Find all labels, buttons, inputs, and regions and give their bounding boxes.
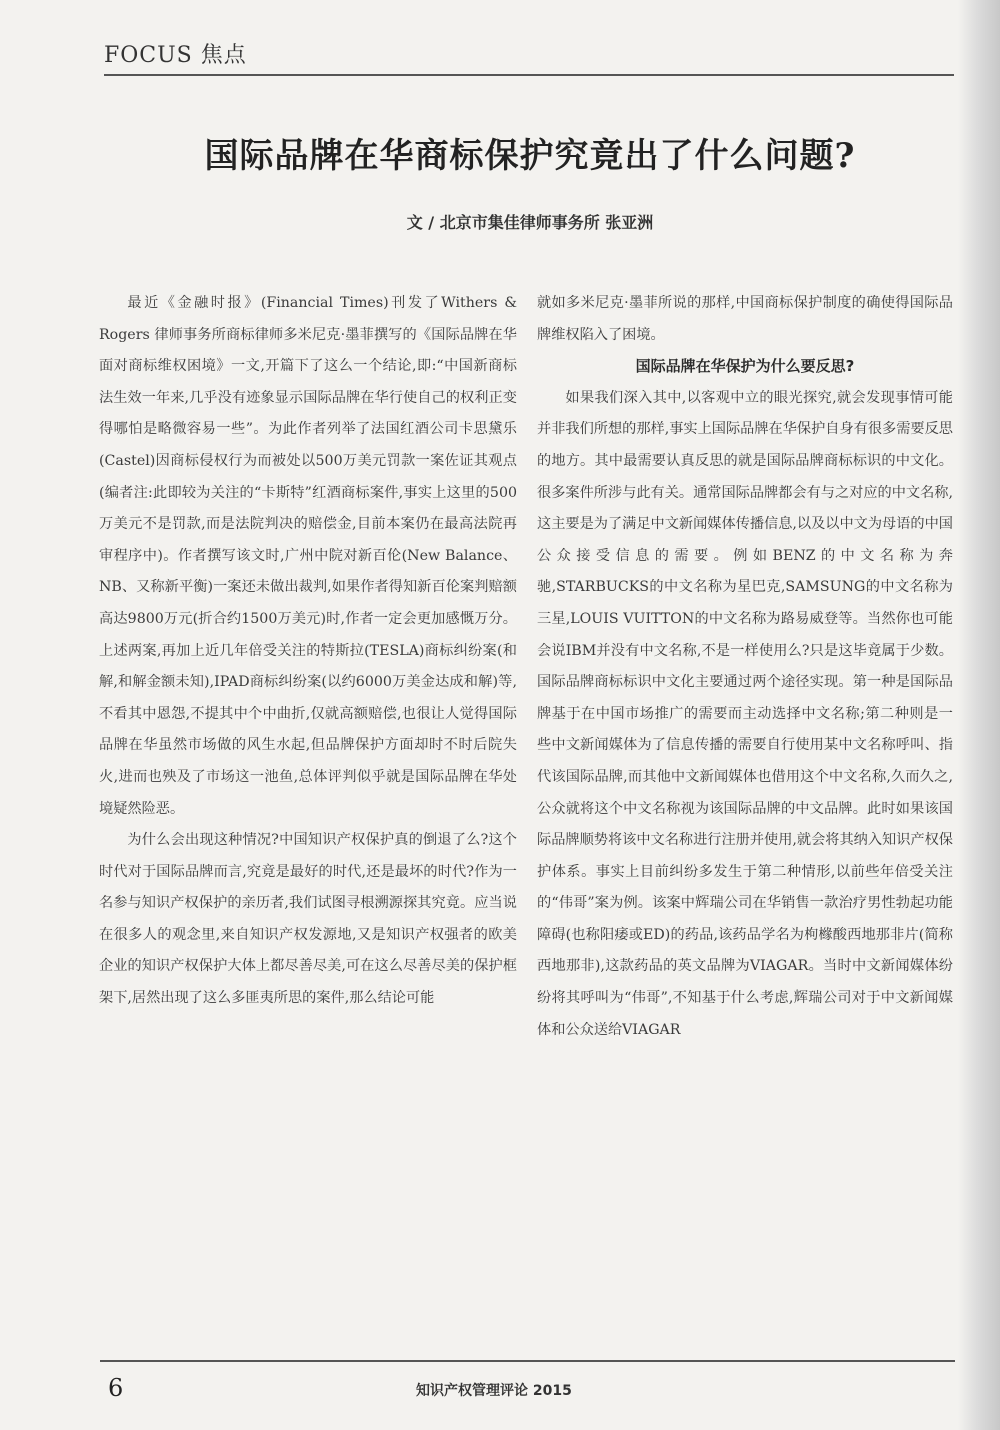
article-byline: 文 / 北京市集佳律师事务所 张亚洲 <box>406 213 654 232</box>
paragraph: 如果我们深入其中,以客观中立的眼光探究,就会发现事情可能并非我们所想的那样,事实上国际品牌在华保护自身有很多需要反思的地方。其中最需要认真反思的就是国际品牌商标标识的中文化。很多案件所涉与此有关。通常国际品牌都会有与之对应的中文名称,这主要是为了满足中文新闻媒体传播信息,以及以中文为母语的中国公众接受信息的需要。例如BENZ的中文名称为奔驰,STARBUCKS的中文名称为星巴克,SAMSUNG的中文名称为三星,LOUIS VUITTON的中文名称为路易威登等。当然你也可能会说IBM并没有中文名称,不是一样使用么?只是这毕竟属于少数。国际品牌商标标识中文化主要通过两个途径实现。第一种是国际品牌基于在中国市场推广的需要而主动选择中文名称;第二种则是一些中文新闻媒体为了信息传播的需要自行使用某中文名称呼叫、指代该国际品牌,而其他中文新闻媒体也借用这个中文名称,久而久之,公众就将这个中文名称视为该国际品牌的中文品牌。此时如果该国际品牌顺势将该中文名称进行注册并使用,就会将其纳入知识产权保护体系。事实上目前纠纷多发生于第二种情形,以前些年倍受关注的“伟哥”案为例。该案中辉瑞公司在华销售一款治疗男性勃起功能障碍(也称阳痿或ED)的药品,该药品学名为枸橼酸西地那非片(简称西地那非),这款药品的英文品牌为VIAGAR。当时中文新闻媒体纷纷将其呼叫为“伟哥”,不知基于什么考虑,辉瑞公司对于中文新闻媒体和公众送给VIAGAR <box>537 389 953 1038</box>
publication-name: 知识产权管理评论 2015 <box>416 1383 572 1399</box>
paragraph: 最近《金融时报》(Financial Times)刊发了Withers & Rogers 律师事务所商标律师多米尼克·墨菲撰写的《国际品牌在华面对商标维权困境》一文,开篇下了这么一个结论,即:“中国新商标法生效一年来,几乎没有迹象显示国际品牌在华行使自己的权利正变得哪怕是略微容易一些”。为此作者列举了法国红酒公司卡思黛乐(Castel)因商标侵权行为而被处以500万美元罚款一案佐证其观点(编者注:此即较为关注的“卡斯特”红酒商标案件,事实上这里的500万美元不是罚款,而是法院判决的赔偿金,目前本案仍在最高法院再审程序中)。作者撰写该文时,广州中院对新百伦(New Balance、NB、又称新平衡)一案还未做出裁判,如果作者得知新百伦案判赔额高达9800万元(折合约1500万美元)时,作者一定会更加感慨万分。上述两案,再加上近几年倍受关注的特斯拉(TESLA)商标纠纷案(和解,和解金额未知),IPAD商标纠纷案(以约6000万美金达成和解)等,不看其中恩怨,不提其中个中曲折,仅就高额赔偿,也很让人觉得国际品牌在华虽然市场做的风生水起,但品牌保护方面却时不时后院失火,进而也殃及了市场这一池鱼,总体评判似乎就是国际品牌在华处境疑然险恶。 <box>99 295 517 817</box>
paragraph-continued: 就如多米尼克·墨菲所说的那样,中国商标保护制度的确使得国际品牌维权陷入了困境。 <box>537 295 953 343</box>
footer-rule <box>100 1360 955 1362</box>
right-column <box>537 288 953 1046</box>
page-edge-shadow <box>958 0 1000 1430</box>
section-label: FOCUS 焦点 <box>104 43 247 68</box>
section-header <box>104 34 954 74</box>
paragraph: 为什么会出现这种情况?中国知识产权保护真的倒退了么?这个时代对于国际品牌而言,究竟是最好的时代,还是最坏的时代?作为一名参与知识产权保护的亲历者,我们试图寻根溯源探其究竟。应当说在很多人的观念里,来自知识产权发源地,又是知识产权强者的欧美企业的知识产权保护大体上都尽善尽美,可在这么尽善尽美的保护框架下,居然出现了这么多匪夷所思的案件,那么结论可能 <box>99 832 517 1007</box>
section-heading: 国际品牌在华保护为什么要反思? <box>635 357 855 376</box>
article-title: 国际品牌在华商标保护究竟出了什么问题? <box>204 136 856 176</box>
header-rule <box>104 74 954 76</box>
left-column <box>99 288 517 1015</box>
page-number: 6 <box>108 1374 124 1402</box>
